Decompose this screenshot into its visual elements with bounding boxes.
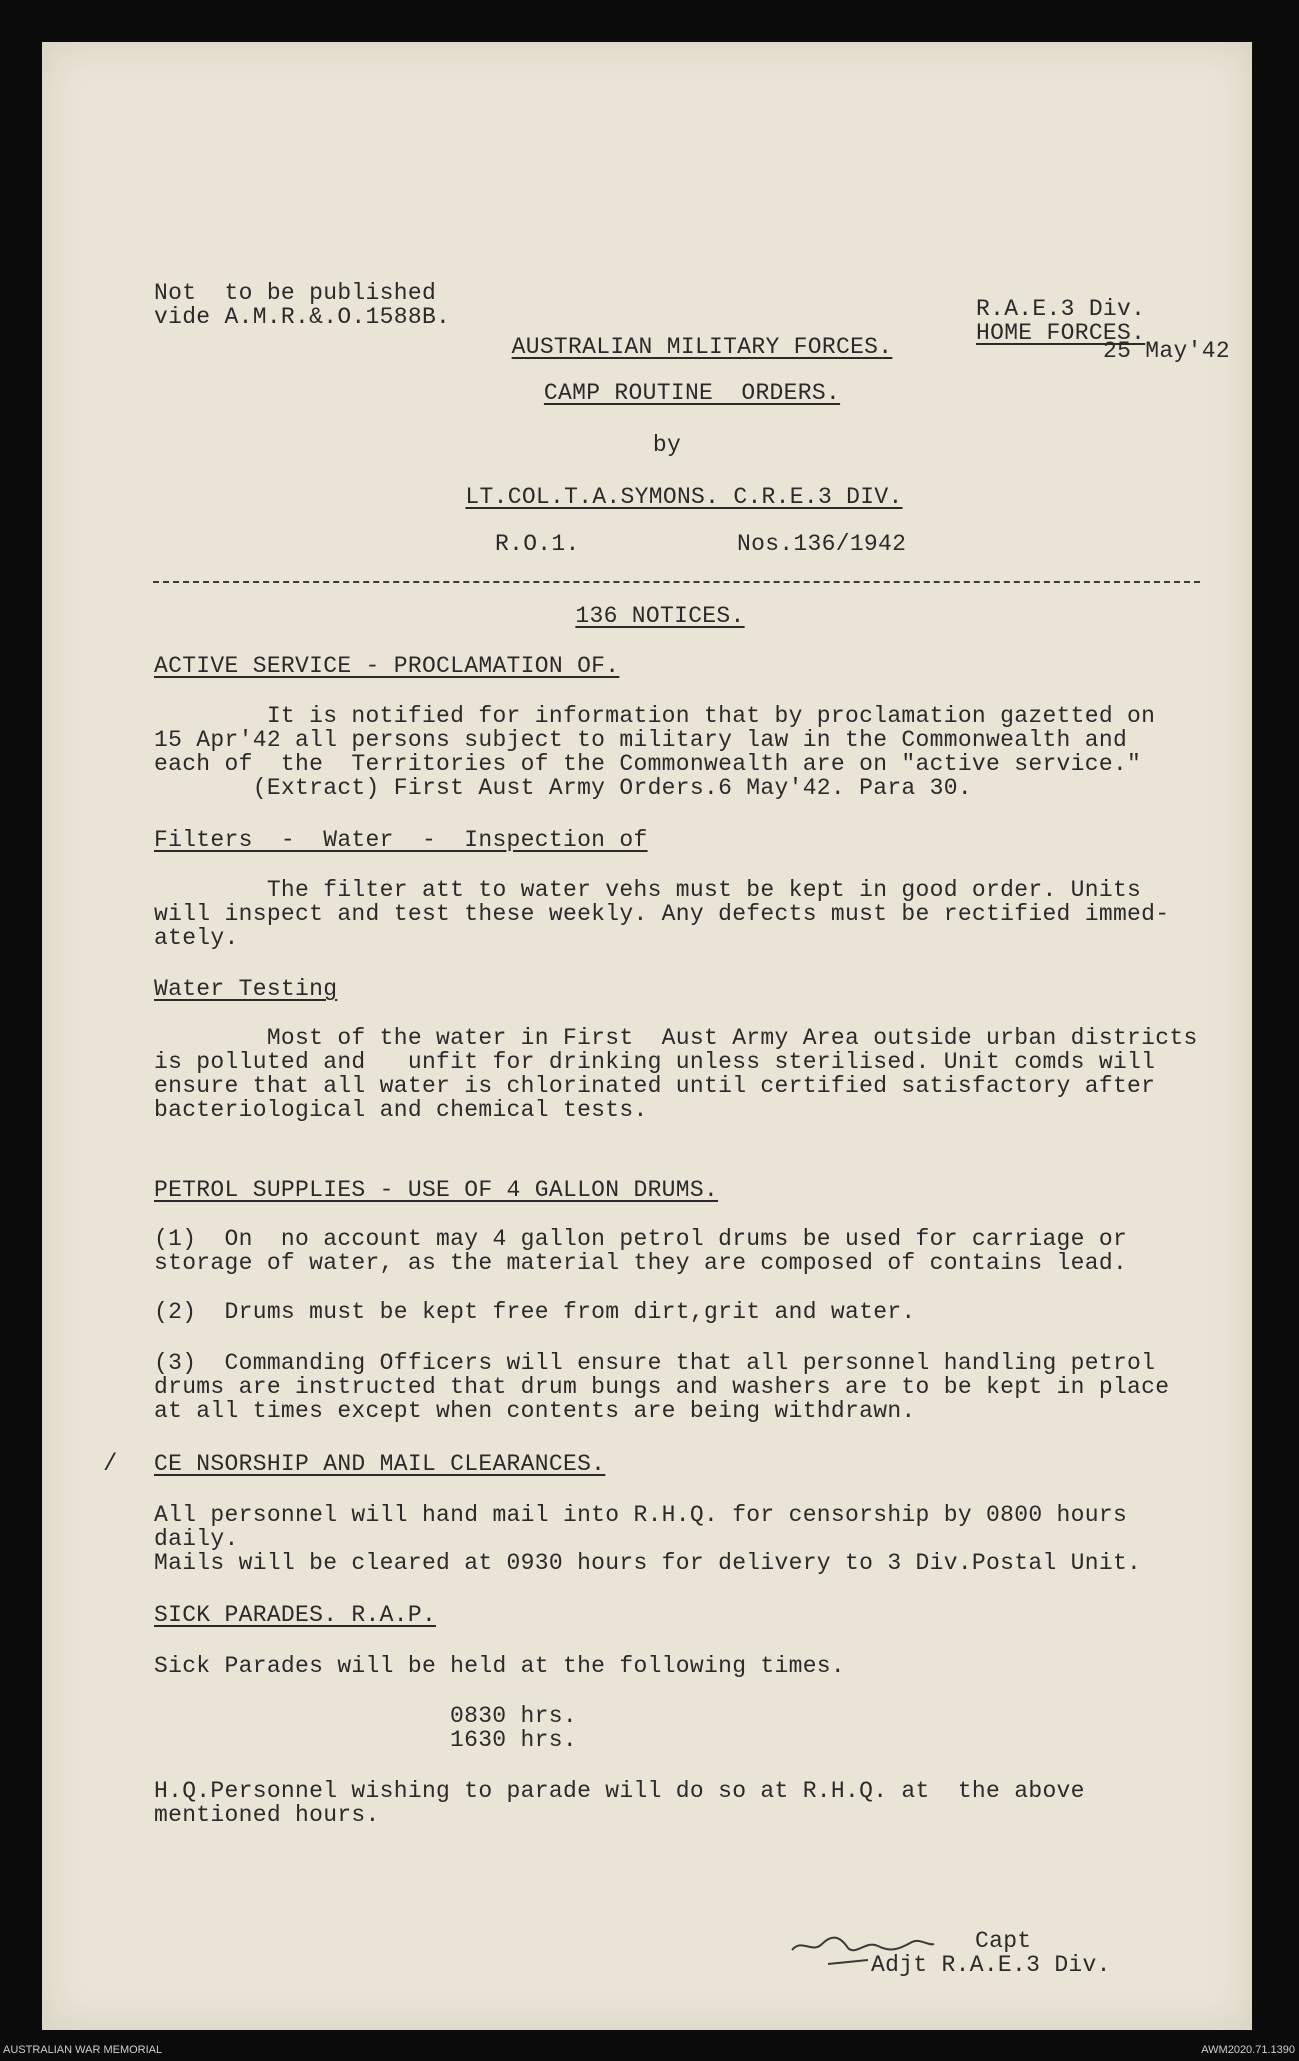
section-heading-active-service: ACTIVE SERVICE - PROCLAMATION OF. xyxy=(154,653,620,679)
notices-title: 136 NOTICES. xyxy=(575,603,745,629)
sick-parade-time: 1630 hrs. xyxy=(450,1727,577,1753)
section-heading-filters: Filters - Water - Inspection of xyxy=(154,827,648,853)
section-heading-censorship: CE NSORSHIP AND MAIL CLEARANCES. xyxy=(154,1451,606,1477)
section-heading-petrol-supplies: PETROL SUPPLIES - USE OF 4 GALLON DRUMS. xyxy=(154,1177,719,1203)
active-service-line: (Extract) First Aust Army Orders.6 May'42. Para 30. xyxy=(154,775,972,801)
censorship-line: Mails will be cleared at 0930 hours for delivery to 3 Div.Postal Unit. xyxy=(154,1550,1142,1576)
filters-line: The filter att to water vehs must be kept in good order. Units xyxy=(154,877,1142,903)
section-heading-water-testing: Water Testing xyxy=(154,976,338,1002)
signatory-appointment: Adjt R.A.E.3 Div. xyxy=(871,1952,1111,1978)
petrol-item-2-line: (2) Drums must be kept free from dirt,grit and water. xyxy=(154,1299,916,1325)
active-service-line: each of the Territories of the Commonwealth are on "active service." xyxy=(154,751,1142,777)
home-forces-label: HOME FORCES. xyxy=(976,320,1146,346)
water-testing-line: is polluted and unfit for drinking unless sterilised. Unit comds will xyxy=(154,1049,1156,1075)
water-testing-line: Most of the water in First Aust Army Area outside urban districts xyxy=(154,1025,1198,1051)
publication-restriction-line-1: Not to be published xyxy=(154,280,437,306)
water-testing-line: ensure that all water is chlorinated until certified satisfactory after xyxy=(154,1073,1156,1099)
petrol-item-3-line: (3) Commanding Officers will ensure that all personnel handling petrol xyxy=(154,1350,1156,1376)
petrol-item-3-line: at all times except when contents are being withdrawn. xyxy=(154,1398,916,1424)
order-reference: R.O.1. xyxy=(495,531,580,557)
publication-restriction-line-2: vide A.M.R.&.O.1588B. xyxy=(154,304,451,330)
section-heading-sick-parades: SICK PARADES. R.A.P. xyxy=(154,1602,437,1628)
filters-line: will inspect and test these weekly. Any defects must be rectified immed- xyxy=(154,901,1170,927)
signatory-rank: Capt xyxy=(975,1928,1032,1954)
sick-parades-line: H.Q.Personnel wishing to parade will do so at R.H.Q. at the above xyxy=(154,1778,1085,1804)
issuing-officer: LT.COL.T.A.SYMONS. C.R.E.3 DIV. xyxy=(465,484,903,510)
header-divider xyxy=(153,581,1200,583)
archive-footer-right: AWM2020.71.1390 xyxy=(1201,2044,1295,2056)
organisation-title: AUSTRALIAN MILITARY FORCES. xyxy=(511,334,893,360)
order-number: Nos.136/1942 xyxy=(737,531,907,557)
active-service-line: 15 Apr'42 all persons subject to military law in the Commonwealth and xyxy=(154,727,1128,753)
filters-line: ately. xyxy=(154,925,239,951)
order-date: 25 May'42 xyxy=(1103,338,1230,364)
unit-designation: R.A.E.3 Div. xyxy=(976,296,1146,322)
censorship-line: All personnel will hand mail into R.H.Q. for censorship by 0800 hours xyxy=(154,1502,1128,1528)
margin-check-mark: / xyxy=(103,1451,118,1478)
sick-parade-time: 0830 hrs. xyxy=(450,1703,577,1729)
water-testing-line: bacteriological and chemical tests. xyxy=(154,1097,648,1123)
petrol-item-3-line: drums are instructed that drum bungs and washers are to be kept in place xyxy=(154,1374,1170,1400)
censorship-line: daily. xyxy=(154,1526,239,1552)
active-service-line: It is notified for information that by proclamation gazetted on xyxy=(154,703,1156,729)
sick-parades-intro: Sick Parades will be held at the following times. xyxy=(154,1653,846,1679)
petrol-item-1-line: (1) On no account may 4 gallon petrol drums be used for carriage or xyxy=(154,1226,1128,1252)
sick-parades-line: mentioned hours. xyxy=(154,1802,380,1828)
petrol-item-1-line: storage of water, as the material they are composed of contains lead. xyxy=(154,1250,1128,1276)
archive-footer-left: AUSTRALIAN WAR MEMORIAL xyxy=(3,2044,163,2056)
by-label: by xyxy=(652,432,682,458)
document-type-title: CAMP ROUTINE ORDERS. xyxy=(543,380,841,406)
